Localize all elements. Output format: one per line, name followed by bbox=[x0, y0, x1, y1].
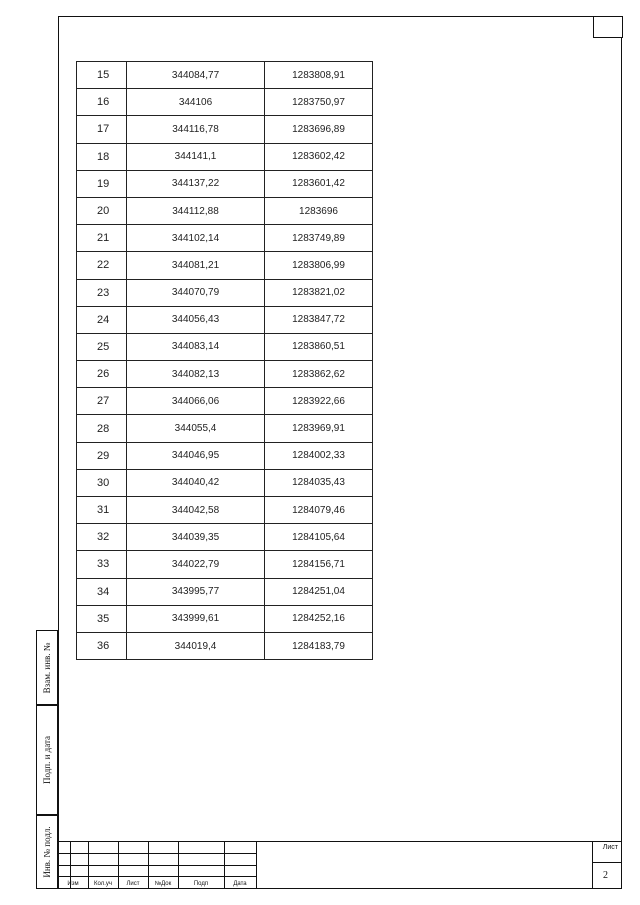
side-stamp-label: Инв. № подл. bbox=[42, 825, 52, 878]
point-number-cell: 31 bbox=[77, 497, 127, 524]
table-row bbox=[77, 252, 373, 279]
point-number-cell: 17 bbox=[77, 116, 127, 143]
side-stamp-signature-date bbox=[36, 704, 58, 816]
y-coordinate-cell: 1283806,99 bbox=[265, 252, 373, 279]
x-coordinate-cell: 343995,77 bbox=[127, 578, 265, 605]
side-stamp-label: Взам. инв. № bbox=[42, 642, 52, 694]
table-row bbox=[77, 333, 373, 360]
y-coordinate-cell: 1284002,33 bbox=[265, 442, 373, 469]
table-row bbox=[77, 361, 373, 388]
x-coordinate-cell: 344112,88 bbox=[127, 197, 265, 224]
x-coordinate-cell: 344022,79 bbox=[127, 551, 265, 578]
y-coordinate-cell: 1284252,16 bbox=[265, 605, 373, 632]
table-row bbox=[77, 605, 373, 632]
y-coordinate-cell: 1283847,72 bbox=[265, 306, 373, 333]
title-block-label-list: Лист bbox=[126, 881, 140, 887]
x-coordinate-cell: 344070,79 bbox=[127, 279, 265, 306]
sheet-label: Лист bbox=[602, 844, 618, 851]
y-coordinate-cell: 1283860,51 bbox=[265, 333, 373, 360]
x-coordinate-cell: 344040,42 bbox=[127, 469, 265, 496]
y-coordinate-cell: 1284156,71 bbox=[265, 551, 373, 578]
y-coordinate-cell: 1283601,42 bbox=[265, 170, 373, 197]
table-row bbox=[77, 143, 373, 170]
side-stamp-label: Подп. и дата bbox=[42, 735, 52, 785]
x-coordinate-cell: 344083,14 bbox=[127, 333, 265, 360]
y-coordinate-cell: 1283696,89 bbox=[265, 116, 373, 143]
coordinates-table-body bbox=[77, 62, 373, 660]
y-coordinate-cell: 1284105,64 bbox=[265, 524, 373, 551]
table-row bbox=[77, 524, 373, 551]
table-row bbox=[77, 279, 373, 306]
point-number-cell: 19 bbox=[77, 170, 127, 197]
y-coordinate-cell: 1283862,62 bbox=[265, 361, 373, 388]
y-coordinate-cell: 1283750,97 bbox=[265, 89, 373, 116]
x-coordinate-cell: 344084,77 bbox=[127, 62, 265, 89]
point-number-cell: 21 bbox=[77, 225, 127, 252]
y-coordinate-cell: 1284035,43 bbox=[265, 469, 373, 496]
title-block-row-line bbox=[592, 862, 622, 863]
point-number-cell: 25 bbox=[77, 333, 127, 360]
side-stamp-replacement-inv bbox=[36, 630, 58, 706]
x-coordinate-cell: 344116,78 bbox=[127, 116, 265, 143]
point-number-cell: 16 bbox=[77, 89, 127, 116]
table-row bbox=[77, 225, 373, 252]
sheet-number: 2 bbox=[603, 870, 608, 881]
point-number-cell: 28 bbox=[77, 415, 127, 442]
x-coordinate-cell: 344106 bbox=[127, 89, 265, 116]
table-row bbox=[77, 116, 373, 143]
x-coordinate-cell: 344019,4 bbox=[127, 632, 265, 659]
x-coordinate-cell: 344081,21 bbox=[127, 252, 265, 279]
title-block-label-koluch: Кол.уч bbox=[94, 881, 112, 887]
y-coordinate-cell: 1283922,66 bbox=[265, 388, 373, 415]
table-row bbox=[77, 497, 373, 524]
y-coordinate-cell: 1283808,91 bbox=[265, 62, 373, 89]
x-coordinate-cell: 344102,14 bbox=[127, 225, 265, 252]
x-coordinate-cell: 344137,22 bbox=[127, 170, 265, 197]
title-block-label-data: Дата bbox=[233, 881, 247, 887]
y-coordinate-cell: 1283969,91 bbox=[265, 415, 373, 442]
table-row bbox=[77, 62, 373, 89]
x-coordinate-cell: 344042,58 bbox=[127, 497, 265, 524]
x-coordinate-cell: 344056,43 bbox=[127, 306, 265, 333]
point-number-cell: 26 bbox=[77, 361, 127, 388]
table-row bbox=[77, 306, 373, 333]
x-coordinate-cell: 344055,4 bbox=[127, 415, 265, 442]
y-coordinate-cell: 1284079,46 bbox=[265, 497, 373, 524]
table-row bbox=[77, 442, 373, 469]
point-number-cell: 36 bbox=[77, 632, 127, 659]
table-row bbox=[77, 197, 373, 224]
y-coordinate-cell: 1283749,89 bbox=[265, 225, 373, 252]
point-number-cell: 24 bbox=[77, 306, 127, 333]
point-number-cell: 18 bbox=[77, 143, 127, 170]
table-row bbox=[77, 170, 373, 197]
y-coordinate-cell: 1283821,02 bbox=[265, 279, 373, 306]
table-row bbox=[77, 578, 373, 605]
title-block-col-line bbox=[256, 842, 257, 889]
title-block-label-ndok: №Док bbox=[154, 881, 172, 887]
side-stamp-original-inv bbox=[36, 814, 58, 889]
point-number-cell: 35 bbox=[77, 605, 127, 632]
point-number-cell: 15 bbox=[77, 62, 127, 89]
y-coordinate-cell: 1284183,79 bbox=[265, 632, 373, 659]
point-number-cell: 27 bbox=[77, 388, 127, 415]
table-row bbox=[77, 551, 373, 578]
table-row bbox=[77, 89, 373, 116]
table-row bbox=[77, 469, 373, 496]
point-number-cell: 30 bbox=[77, 469, 127, 496]
x-coordinate-cell: 343999,61 bbox=[127, 605, 265, 632]
table-row bbox=[77, 388, 373, 415]
coordinates-table bbox=[76, 61, 373, 660]
point-number-cell: 22 bbox=[77, 252, 127, 279]
x-coordinate-cell: 344046,95 bbox=[127, 442, 265, 469]
point-number-cell: 20 bbox=[77, 197, 127, 224]
point-number-cell: 33 bbox=[77, 551, 127, 578]
table-row bbox=[77, 415, 373, 442]
y-coordinate-cell: 1284251,04 bbox=[265, 578, 373, 605]
title-block-label-podp: Подп bbox=[193, 881, 209, 887]
point-number-cell: 29 bbox=[77, 442, 127, 469]
point-number-cell: 23 bbox=[77, 279, 127, 306]
x-coordinate-cell: 344066,06 bbox=[127, 388, 265, 415]
x-coordinate-cell: 344141,1 bbox=[127, 143, 265, 170]
title-block-label-izm: Изм bbox=[67, 881, 79, 887]
title-block bbox=[58, 841, 622, 889]
point-number-cell: 32 bbox=[77, 524, 127, 551]
x-coordinate-cell: 344039,35 bbox=[127, 524, 265, 551]
table-row bbox=[77, 632, 373, 659]
y-coordinate-cell: 1283602,42 bbox=[265, 143, 373, 170]
point-number-cell: 34 bbox=[77, 578, 127, 605]
corner-box bbox=[593, 16, 623, 38]
title-block-col-line bbox=[592, 842, 593, 889]
y-coordinate-cell: 1283696 bbox=[265, 197, 373, 224]
x-coordinate-cell: 344082,13 bbox=[127, 361, 265, 388]
